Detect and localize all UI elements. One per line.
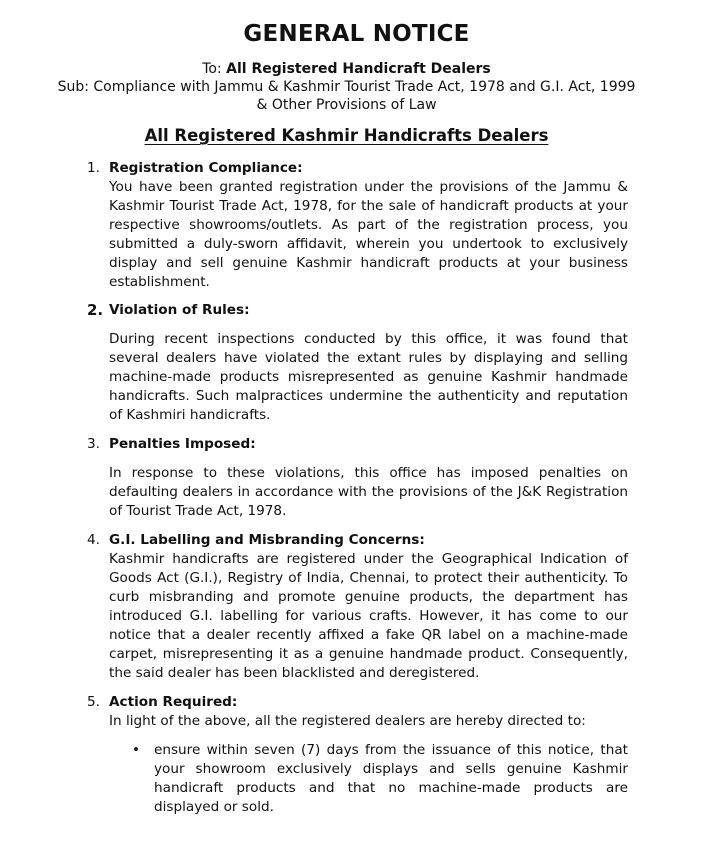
section-title: Registration Compliance: (109, 160, 303, 176)
bullet-text: ensure within seven (7) days from the issuance of this notice, that your showroom exclusively displays and sells genuine Kashmir handicraft products and that no machine-made products are displayed or sold. (154, 742, 628, 815)
subject-line-1: Sub: Compliance with Jammu & Kashmir Tourist Trade Act, 1978 and G.I. Act, 1999 (57, 79, 636, 95)
section-number: 5. (87, 694, 100, 710)
addressee-heading: All Registered Kashmir Handicrafts Dealers (144, 126, 549, 145)
section-number: 1. (87, 160, 100, 176)
section-number: 2. (87, 301, 104, 319)
action-bullet-item (132, 741, 628, 817)
section-action-required (87, 693, 628, 817)
section-violation-of-rules (87, 301, 628, 425)
section-title: Violation of Rules: (109, 302, 250, 318)
section-title: Penalties Imposed: (109, 436, 256, 452)
section-body: Kashmir handicrafts are registered under the Geographical Indication of Goods Act (G.I.), Registry of India, Chennai, to protect their authenticity. To curb misbranding and promote genuine products, the department has introduced G.I. labelling for various crafts. However, it has come to our notice that a dealer recently affixed a fake QR label on a machine-made carpet, misrepresenting it as a genuine handmade product. Consequently, the said dealer has been blacklisted and deregistered. (109, 551, 628, 681)
recipient-label: To: (202, 61, 222, 77)
section-body: You have been granted registration under the provisions of the Jammu & Kashmir Tourist Trade Act, 1978, for the sale of handicraft products at your respective showrooms/outlets. As part of the registration process, you submitted a duly-sworn affidavit, wherein you undertook to exclusively display and sell genuine Kashmir handicraft products at your business establishment. (109, 179, 628, 290)
recipient-value: All Registered Handicraft Dealers (226, 61, 491, 77)
section-number: 3. (87, 436, 100, 452)
section-penalties-imposed (87, 435, 628, 521)
recipient-line (0, 60, 693, 78)
notice-title: GENERAL NOTICE (243, 21, 470, 47)
section-body: In response to these violations, this office has imposed penalties on defaulting dealers in accordance with the provisions of the J&K Registration of Tourist Trade Act, 1978. (109, 465, 628, 519)
section-title: G.I. Labelling and Misbranding Concerns: (109, 532, 425, 548)
section-body: In light of the above, all the registered dealers are hereby directed to: (109, 713, 586, 729)
section-body: During recent inspections conducted by this office, it was found that several dealers have violated the extant rules by displaying and selling machine-made products misrepresented as genuine Kashmir handmade handicrafts. Such malpractices undermine the authenticity and reputation of Kashmiri handicrafts. (109, 331, 628, 423)
section-gi-labelling (87, 531, 628, 683)
bullet-icon: • (132, 742, 141, 758)
subject-line-2: & Other Provisions of Law (256, 97, 437, 113)
section-registration-compliance (87, 159, 628, 292)
section-number: 4. (87, 532, 100, 548)
section-title: Action Required: (109, 694, 238, 710)
